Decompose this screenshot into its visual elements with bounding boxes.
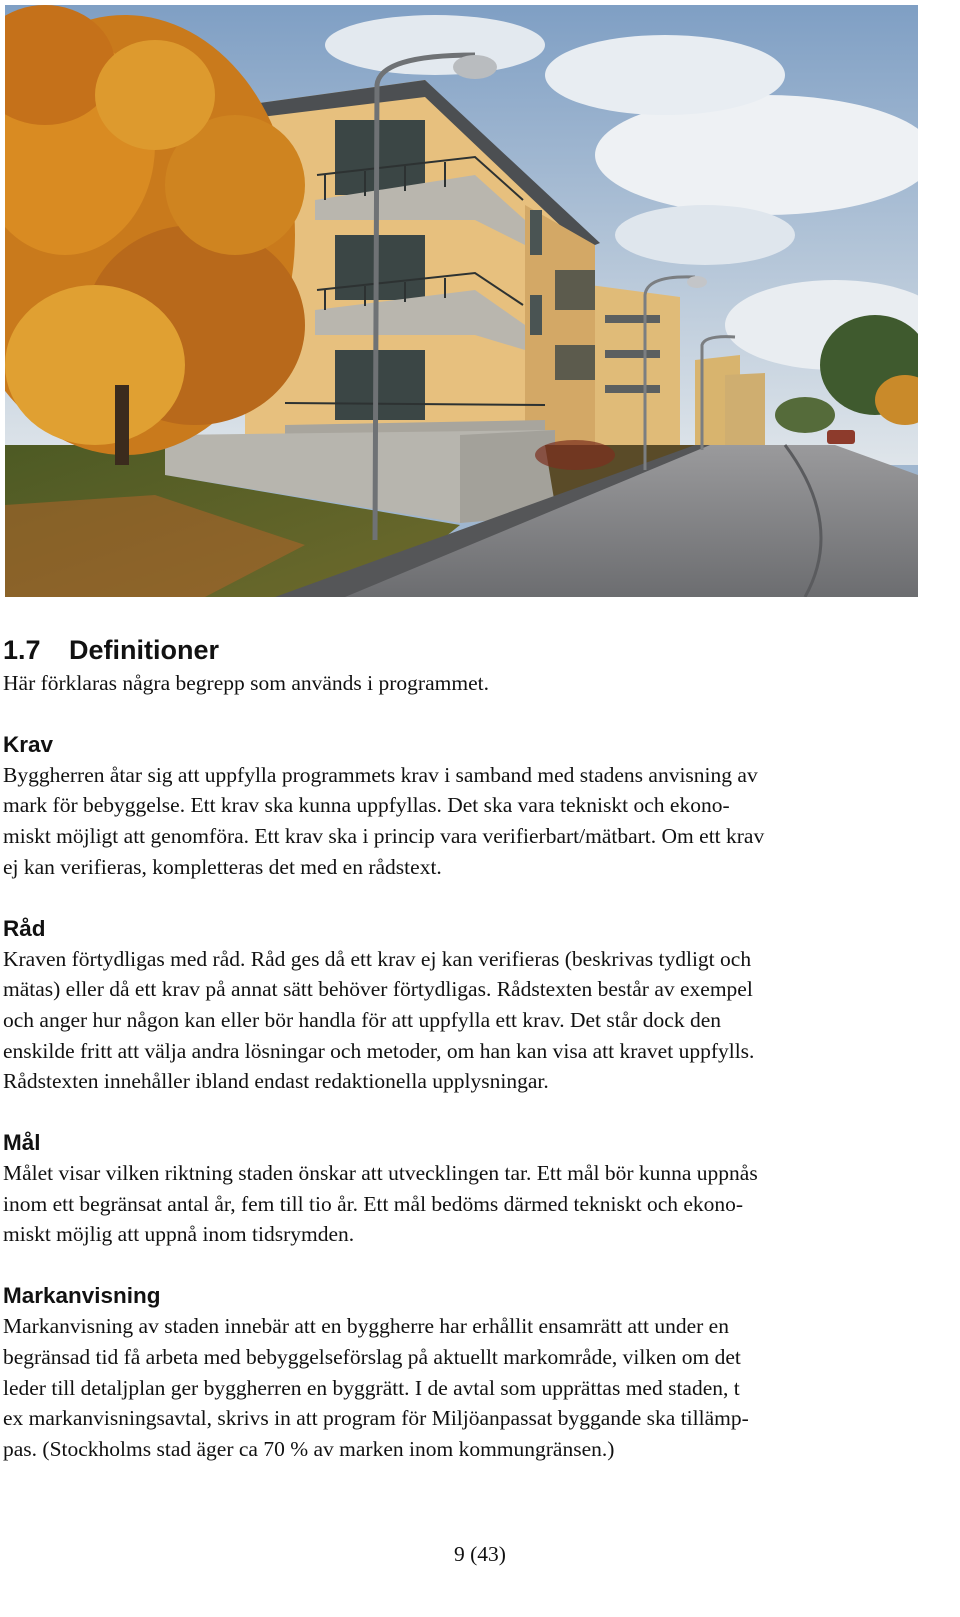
section-intro: Här förklaras några begrepp som används i programmet. (3, 671, 489, 695)
definition-rad (3, 944, 943, 1098)
definition-line: leder till detaljplan ger byggherren en byggrätt. I de avtal som upprättas med staden, t (3, 1375, 740, 1400)
section-number: 1.7 (3, 635, 41, 665)
term-heading-mal: Mål (3, 1130, 41, 1156)
section-heading (3, 632, 943, 668)
term-heading-markanvisning: Markanvisning (3, 1283, 161, 1309)
definition-line: miskt möjlig att uppnå inom tidsrymden. (3, 1222, 355, 1247)
definitions-section (3, 632, 943, 1465)
definition-line: begränsad tid få arbeta med bebyggelseförslag på aktuellt markområde, vilken om det (3, 1344, 741, 1369)
term-heading-rad: Råd (3, 915, 46, 941)
definition-line: Målet visar vilken riktning staden önskar att utvecklingen tar. Ett mål bör kunna uppnås (3, 1161, 758, 1186)
definition-mal (3, 1158, 943, 1250)
definition-line: pas. (Stockholms stad äger ca 70 % av marken inom kommungränsen.) (3, 1436, 615, 1461)
definition-line: mätas) eller då ett krav på annat sätt behöver förtydligas. Rådstexten består av exempel (3, 977, 753, 1002)
definition-line: enskilde fritt att välja andra lösningar och metoder, om han kan visa att kravet uppfylls. (3, 1038, 755, 1063)
definition-line: Kraven förtydligas med råd. Råd ges då ett krav ej kan verifieras (beskrivas tydligt och (3, 946, 752, 971)
definition-line: Rådstexten innehåller ibland endast redaktionella upplysningar. (3, 1069, 549, 1094)
definition-line: Byggherren åtar sig att uppfylla programmets krav i samband med stadens anvisning av (3, 762, 758, 787)
section-title: Definitioner (69, 635, 220, 665)
cover-photo (5, 5, 918, 597)
definition-line: ej kan verifieras, kompletteras det med en rådstext. (3, 854, 442, 879)
definition-markanvisning (3, 1311, 943, 1465)
definition-line: inom ett begränsat antal år, fem till tio år. Ett mål bedöms därmed tekniskt och ekono- (3, 1191, 744, 1216)
definition-line: mark för bebyggelse. Ett krav ska kunna uppfyllas. Det ska vara tekniskt och ekono- (3, 793, 730, 818)
apartment-street-photo (5, 5, 918, 597)
definition-line: miskt möjligt att genomföra. Ett krav ska i princip vara verifierbart/mätbart. Om ett krav (3, 824, 765, 849)
definition-line: ex markanvisningsavtal, skrivs in att program för Miljöanpassat byggande ska tillämp- (3, 1406, 749, 1431)
definition-line: Markanvisning av staden innebär att en byggherre har erhållit ensamrätt att under en (3, 1314, 729, 1339)
definition-line: och anger hur någon kan eller bör handla för att uppfylla ett krav. Det står dock den (3, 1007, 721, 1032)
page-number: 9 (43) (454, 1542, 506, 1566)
term-heading-krav: Krav (3, 731, 54, 757)
definition-krav (3, 760, 943, 883)
